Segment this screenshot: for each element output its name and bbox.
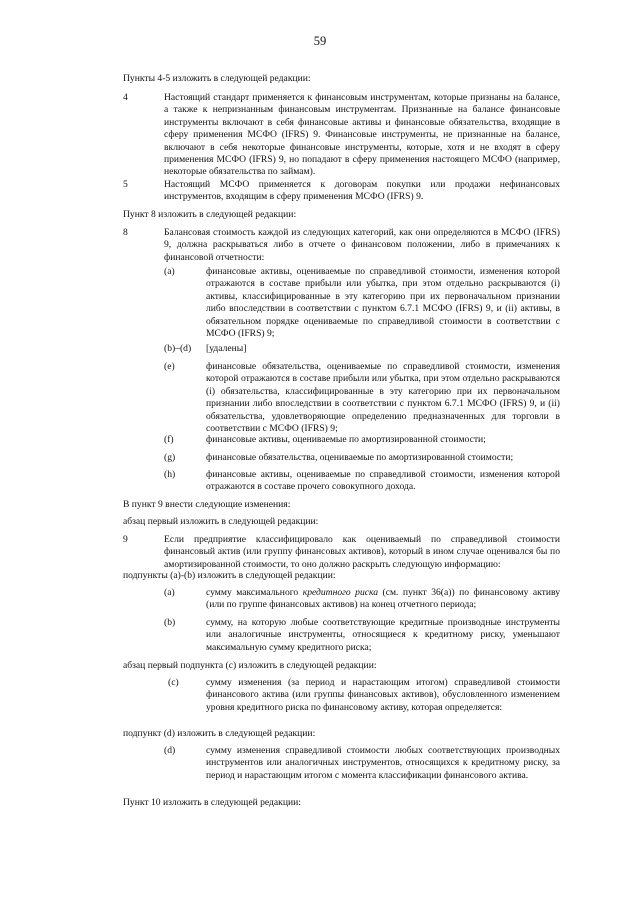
p9-item-a-pre: сумму максимального (206, 587, 303, 598)
item-label-a: (a) (164, 266, 175, 277)
paragraph-number-8: 8 (123, 227, 128, 238)
p9-item-a-em: кредитного риска (302, 587, 379, 598)
instruction-p9-first: абзац первый изложить в следующей редакции: (123, 516, 319, 527)
item-text-b-d: [удалены] (206, 343, 247, 354)
p9-item-label-b: (b) (164, 617, 176, 628)
item-text-h: финансовые активы, оцениваемые по справедливой стоимости, изменения которой отражаются в составе прочего совокупного дохода. (206, 469, 560, 493)
paragraph-number-9: 9 (123, 534, 128, 545)
paragraph-number-5: 5 (123, 179, 128, 190)
instruction-p9: В пункт 9 внести следующие изменения: (123, 499, 291, 510)
paragraph-4-text: Настоящий стандарт применяется к финансовым инструментам, которые признаны на балансе, а также к непризнанным финансовым инструментам. Признанные на балансе финансовые инструменты включают в себя финансовые активы и финансовые обязательства, входящие в сферу применения МСФО (IFRS) 9. Финансовые инструменты, не признанные на балансе, включают в себя некоторые финансовые инструменты, которые, хотя и не входят в сферу применения МСФО (IFRS) 9, но попадают в сферу применения настоящего МСФО (например, некоторые обязательства по займам). (164, 92, 560, 178)
instruction-p9-ab: подпункты (a)-(b) изложить в следующей редакции: (123, 570, 336, 581)
item-text-f: финансовые активы, оцениваемые по амортизированной стоимости; (206, 434, 486, 445)
instruction-p4-5: Пункты 4-5 изложить в следующей редакции: (123, 73, 311, 84)
item-text-e: финансовые обязательства, оцениваемые по справедливой стоимости, изменения которой отражаются в составе прибыли или убытка, при этом отдельно раскрываются (i) обязательства, классифицированные в эту категорию при их первоначальном признании либо впоследствии в соответствии с пунктом 6.7.1 МСФО (IFRS) 9, и (ii) обязательства, удовлетворяющие определению предназначенных для торговли в соответствии с МСФО (IFRS) 9; (206, 361, 560, 435)
p9-item-text-c: сумму изменения (за период и нарастающим итогом) справедливой стоимости финансового актива (или группы финансовых активов), обусловленного изменением уровня кредитного риска по финансовому активу, которая определяется: (206, 677, 560, 713)
item-label-f: (f) (164, 434, 174, 445)
item-label-b-d: (b)–(d) (164, 343, 192, 354)
p9-item-label-d: (d) (164, 745, 176, 756)
p9-item-a-post: (см. пункт 36(a)) по финансовому активу (или по группе финансовых активов) на конец отчетного периода; (206, 587, 560, 611)
paragraph-9-text: Если предприятие классифицировало как оцениваемый по справедливой стоимости финансовый актив (или группу финансовых активов), который в ином случае оценивался бы по амортизированной стоимости, то оно должно раскрыть следующую информацию: (164, 534, 560, 570)
p9-item-text-d: сумму изменения справедливой стоимости любых соответствующих производных инструментов или аналогичных инструментов, относящихся к кредитному риску, за период и нарастающим итогом с момента классификации финансового актива. (206, 745, 560, 781)
instruction-p9-d: подпункт (d) изложить в следующей редакции: (123, 728, 316, 739)
instruction-p10: Пункт 10 изложить в следующей редакции: (123, 797, 301, 808)
instruction-p9-c: абзац первый подпункта (c) изложить в следующей редакции: (123, 660, 377, 671)
item-label-e: (e) (164, 361, 175, 372)
paragraph-8-text: Балансовая стоимость каждой из следующих категорий, как они определяются в МСФО (IFRS) 9, должна раскрываться либо в отчете о финансовом положении, либо в примечаниях к финансовой отчетности: (164, 227, 560, 263)
p9-item-text-a (206, 587, 560, 612)
page-number: 59 (313, 34, 327, 48)
p9-item-text-b: сумму, на которую любые соответствующие кредитные производные инструменты или аналогичные инструменты, относящиеся к кредитному риску, уменьшают максимальную сумму кредитного риска; (206, 617, 560, 653)
paragraph-number-4: 4 (123, 92, 128, 103)
p9-item-label-c: (c) (168, 677, 179, 688)
item-label-h: (h) (164, 469, 176, 480)
item-text-g: финансовые обязательства, оцениваемые по амортизированной стоимости; (206, 452, 514, 463)
p9-item-label-a: (a) (164, 587, 175, 598)
paragraph-5-text: Настоящий МСФО применяется к договорам покупки или продажи нефинансовых инструментов, входящим в сферу применения МСФО (IFRS) 9. (164, 179, 560, 203)
item-text-a: финансовые активы, оцениваемые по справедливой стоимости, изменения которой отражаются в составе прибыли или убытка, при этом отдельно раскрываются (i) активы, классифицированные в эту категорию при их первоначальном признании либо впоследствии в соответствии с пунктом 6.7.1 МСФО (IFRS) 9, и (ii) активы, в обязательном порядке оцениваемые по справедливой стоимости в соответствии с МСФО (IFRS) 9; (206, 266, 560, 340)
item-label-g: (g) (164, 452, 176, 463)
instruction-p8: Пункт 8 изложить в следующей редакции: (123, 209, 297, 220)
